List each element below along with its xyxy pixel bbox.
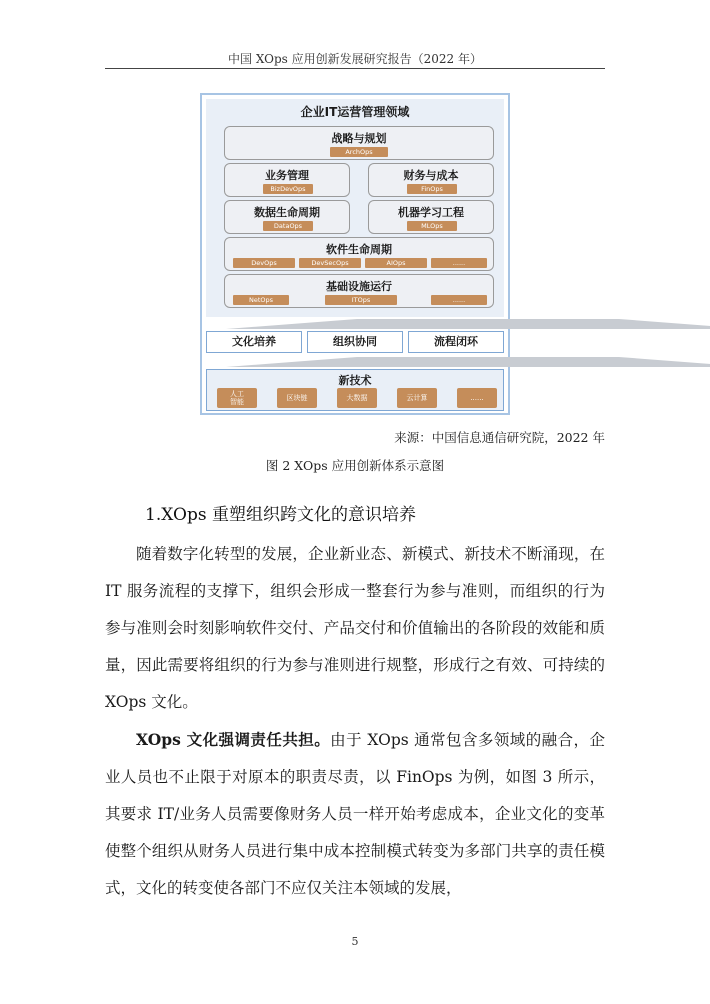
tech-ai-label: 人工 智能 [230, 390, 244, 406]
tech-more-tile [457, 388, 497, 408]
paragraph-2-lead: XOps 文化强调责任共担。 [136, 730, 331, 749]
tag-itops: ITOps [325, 295, 397, 305]
tech-blockchain-label: 区块链 [286, 394, 308, 402]
paragraph-2-body: 由于 XOps 通常包含多领域的融合，企业人员也不止限于对原本的职责尽责，以 FinOps 为例，如图 3 所示，其要求 IT/业务人员需要像财务人员一样开始考虑成本，企业文化的变革使整个组织从财务人员进行集中成本控制模式转变为多部门共享的责任模式，文化的转变使各部门不应仅关注本领域的发展， [105, 731, 606, 897]
tech-cloud-tile [397, 388, 437, 408]
tag-aiops: AIOps [365, 258, 427, 268]
tag-devops: DevOps [233, 258, 295, 268]
pyramid-arrow-top [226, 319, 710, 329]
org-collaboration-box: 组织协同 [307, 331, 403, 353]
finance-label: 财务与成本 [403, 169, 459, 182]
new-technology-panel [206, 369, 504, 411]
it-operations-panel [206, 99, 504, 317]
tech-cloud-label: 云计算 [406, 394, 428, 402]
diagram-title: 企业IT运营管理领域 [300, 105, 410, 119]
business-box [224, 163, 350, 197]
tag-more-software: ...... [431, 258, 487, 268]
tag-dataops: DataOps [263, 221, 313, 231]
figure-caption: 图 2 XOps 应用创新体系示意图 [265, 458, 445, 473]
tag-netops: NetOps [233, 295, 289, 305]
data-lifecycle-label: 数据生命周期 [254, 206, 320, 219]
culture-cultivation-box: 文化培养 [206, 331, 302, 353]
infrastructure-box [224, 274, 494, 308]
new-technology-title: 新技术 [338, 374, 372, 387]
strategy-label: 战略与规划 [331, 132, 387, 145]
strategy-box [224, 126, 494, 160]
tech-bigdata-tile [337, 388, 377, 408]
ml-engineering-label: 机器学习工程 [398, 206, 464, 219]
section-heading: 1.XOps 重塑组织跨文化的意识培养 [145, 505, 416, 525]
tag-devsecops: DevSecOps [299, 258, 361, 268]
tag-mlops: MLOps [407, 221, 457, 231]
business-label: 业务管理 [265, 169, 309, 182]
data-lifecycle-box [224, 200, 350, 234]
software-lifecycle-box [224, 237, 494, 271]
paragraph-2 [105, 721, 605, 907]
ml-engineering-box [368, 200, 494, 234]
tag-archops: ArchOps [330, 147, 388, 157]
figure-source: 来源：中国信息通信研究院，2022 年 [394, 430, 605, 445]
tag-bizdevops: BizDevOps [263, 184, 313, 194]
tech-more-label: ...... [470, 394, 484, 402]
finance-box [368, 163, 494, 197]
software-lifecycle-label: 软件生命周期 [326, 243, 392, 256]
page-header: 中国 XOps 应用创新发展研究报告（2022 年） [228, 52, 482, 66]
tech-ai-tile [217, 388, 257, 408]
tag-finops: FinOps [407, 184, 457, 194]
xops-diagram [200, 93, 510, 415]
page-number: 5 [351, 935, 359, 948]
tech-blockchain-tile [277, 388, 317, 408]
tech-bigdata-label: 大数据 [346, 394, 368, 402]
paragraph-1: 随着数字化转型的发展，企业新业态、新模式、新技术不断涌现，在 IT 服务流程的支撑下，组织会形成一整套行为参与准则，而组织的行为参与准则会时刻影响软件交付、产品交付和价值输出的各阶段的效能和质量，因此需要将组织的行为参与准则进行规整，形成行之有效、可持续的 XOps 文化。 [105, 545, 605, 711]
tag-more-infra: ...... [431, 295, 487, 305]
pyramid-arrow-bottom [226, 357, 710, 367]
header-rule [105, 68, 605, 69]
process-loop-box: 流程闭环 [408, 331, 504, 353]
infrastructure-label: 基础设施运行 [326, 280, 392, 293]
